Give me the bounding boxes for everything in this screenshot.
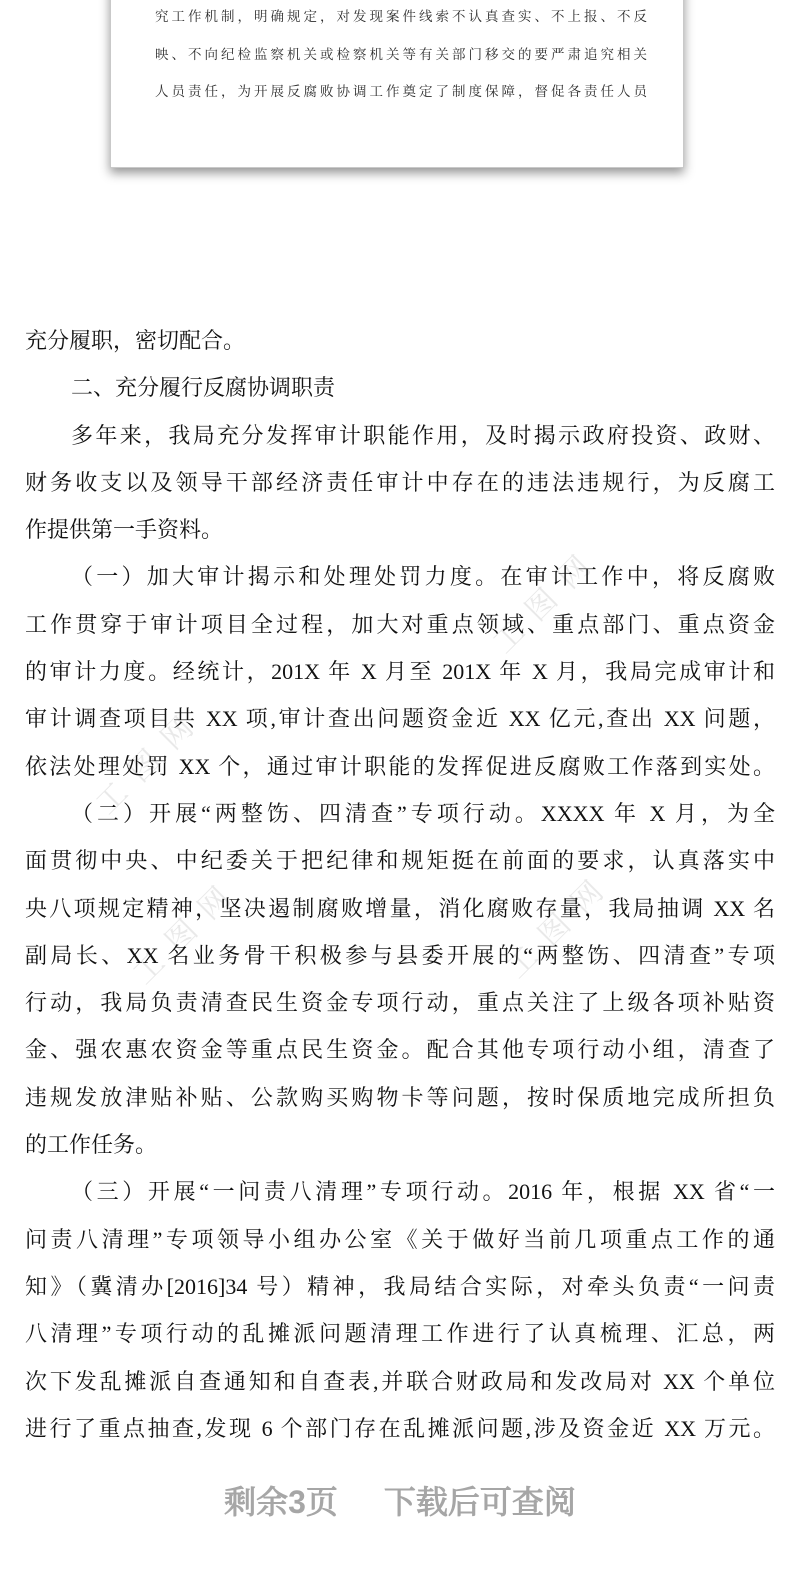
doc-text-line: 审计调查项目共 XX 项,审计查出问题资金近 XX 亿元,查出 XX 问题， — [25, 706, 775, 732]
watermark: 工图网 — [500, 864, 621, 985]
doc-text-line: 央八项规定精神，坚决遏制腐败增量，消化腐败存量，我局抽调 XX 名 — [25, 895, 775, 921]
remaining-pages-label: 剩余3页 — [224, 1484, 338, 1520]
doc-text-line: 问责八清理”专项领导小组办公室《关于做好当前几项重点工作的通 — [25, 1226, 775, 1252]
remaining-pages-banner — [0, 1482, 800, 1522]
preview-text-line: 究工作机制，明确规定，对发现案件线索不认真查实、不上报、不反 — [155, 9, 647, 24]
doc-text-line: 金、强农惠农资金等重点民生资金。配合其他专项行动小组，清查了 — [25, 1037, 775, 1063]
doc-text-line: 行动，我局负责清查民生资金专项行动，重点关注了上级各项补贴资 — [25, 990, 775, 1016]
document-page-preview-card — [110, 0, 684, 168]
doc-text-line: 面贯彻中央、中纪委关于把纪律和规矩挺在前面的要求，认真落实中 — [25, 848, 775, 874]
watermark: 工图网 — [127, 870, 248, 991]
doc-text-line: 副局长、XX 名业务骨干积极参与县委开展的“两整饬、四清查”专项 — [25, 942, 775, 968]
doc-text-line: （二）开展“两整饬、四清查”专项行动。XXXX 年 X 月，为全 — [71, 800, 775, 826]
doc-text-line: 八清理”专项行动的乱摊派问题清理工作进行了认真梳理、汇总，两 — [25, 1321, 775, 1347]
doc-text-line: 作提供第一手资料。 — [25, 517, 224, 543]
doc-text-line: 多年来，我局充分发挥审计职能作用，及时揭示政府投资、政财、 — [71, 422, 775, 448]
doc-text-line: 二、充分履行反腐协调职责 — [71, 375, 336, 401]
watermark: 工图网 — [487, 539, 608, 660]
doc-text-line: 依法处理处罚 XX 个，通过审计职能的发挥促进反腐败工作落到实处。 — [25, 753, 775, 779]
download-hint-label: 下载后可查阅 — [383, 1484, 576, 1520]
doc-text-line: 财务收支以及领导干部经济责任审计中存在的违法违规行，为反腐工 — [25, 469, 775, 495]
doc-text-line: 充分履职，密切配合。 — [25, 328, 246, 353]
doc-text-line: 工作贯穿于审计项目全过程，加大对重点领域、重点部门、重点资金 — [25, 611, 775, 637]
doc-text-line: 的工作任务。 — [25, 1132, 158, 1158]
doc-text-line: 知》（冀清办[2016]34 号）精神，我局结合实际，对牵头负责“一问责 — [25, 1273, 775, 1299]
doc-text-line: 违规发放津贴补贴、公款购买购物卡等问题，按时保质地完成所担负 — [25, 1084, 775, 1110]
preview-text-line: 映、不向纪检监察机关或检察机关等有关部门移交的要严肃追究相关 — [155, 46, 647, 62]
watermark: 工图网 — [90, 700, 211, 821]
doc-text-line: （一）加大审计揭示和处理处罚力度。在审计工作中，将反腐败 — [71, 564, 775, 590]
preview-text-line: 人员责任，为开展反腐败协调工作奠定了制度保障，督促各责任人员 — [155, 84, 647, 99]
document-body-text — [25, 317, 775, 1452]
doc-text-line: 的审计力度。经统计，201X 年 X 月至 201X 年 X 月，我局完成审计和 — [25, 659, 775, 685]
page-preview-text — [155, 0, 647, 111]
doc-text-line: （三）开展“一问责八清理”专项行动。2016 年，根据 XX 省“一 — [71, 1179, 775, 1205]
doc-text-line: 次下发乱摊派自查通知和自查表,并联合财政局和发改局对 XX 个单位 — [25, 1368, 775, 1394]
doc-text-line: 进行了重点抽查,发现 6 个部门存在乱摊派问题,涉及资金近 XX 万元。 — [25, 1415, 775, 1441]
